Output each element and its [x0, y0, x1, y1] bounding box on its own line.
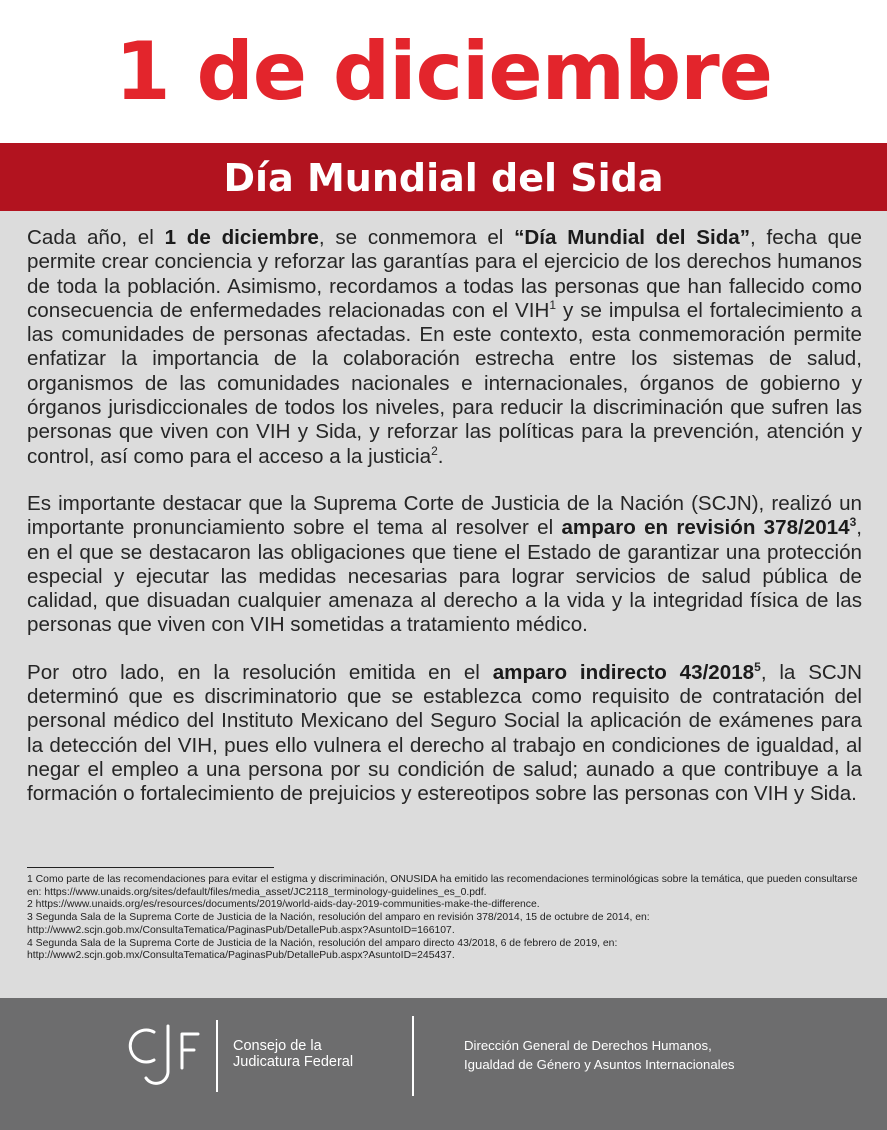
- organization-name: [233, 1038, 403, 1070]
- footnote-ref: 3: [849, 515, 857, 530]
- text-run: , en el que se destacaron las obligaciones que tiene el Estado de garantizar una protección especial y ejecutar las medidas necesarias para lograr servicios de salud pública de calidad, que disuadan cualquier amenaza al derecho a la vida y la integridad física de las personas que viven con VIH sometidas a tratamiento médico.: [27, 516, 862, 637]
- footnote-2: 2 https://www.unaids.org/es/resources/documents/2019/world-aids-day-2019-communities-make-the-difference.: [27, 899, 540, 911]
- footer-divider: [216, 1020, 218, 1092]
- body-text: [27, 226, 862, 830]
- department-name: [464, 1036, 864, 1074]
- dept-line-2: Igualdad de Género y Asuntos Internacionales: [464, 1057, 735, 1072]
- footnote-ref: 5: [754, 659, 761, 674]
- bold-run: amparo indirecto 43/2018: [492, 660, 755, 684]
- footnote-4: 4 Segunda Sala de la Suprema Corte de Justicia de la Nación, resolución del amparo directo 43/2018, 6 de febrero de 2019, en: http://www2.scjn.gob.mx/ConsultaTematica/PaginasPub/DetallePub.aspx?AsuntoID=245437.: [27, 937, 618, 962]
- text-run: .: [437, 444, 444, 468]
- text-run: Por otro lado, en la resolución emitida en el: [27, 660, 493, 684]
- dept-line-1: Dirección General de Derechos Humanos,: [464, 1038, 712, 1053]
- text-run: , se conmemora el: [318, 226, 515, 249]
- footnote-1: 1 Como parte de las recomendaciones para evitar el estigma y discriminación, ONUSIDA ha emitido las recomendaciones terminológicas sobre la temática, que pueden consultarse en: https://www.unaids.org/sites/default/files/media_asset/JC2118_terminology-guidelines_es_0.pdf.: [27, 874, 858, 898]
- bold-run: 1 de diciembre: [164, 226, 319, 249]
- footnote-3: 3 Segunda Sala de la Suprema Corte de Justicia de la Nación, resolución del amparo en revisión 378/2014, 15 de octubre de 2014, en: http://www2.scjn.gob.mx/ConsultaTematica/PaginasPub/DetallePub.aspx?AsuntoID=166107.: [27, 912, 650, 936]
- footnote-ref: 1: [549, 298, 557, 313]
- text-run: Es importante destacar que la Suprema Corte de Justicia de la Nación (SCJN), realizó un importante pronunciamiento sobre el tema al resolver el: [27, 491, 862, 540]
- footnotes: [27, 874, 867, 963]
- text-run: Cada año, el: [27, 226, 165, 249]
- footer-divider: [412, 1016, 414, 1096]
- text-run: y se impulsa el fortalecimiento a las comunidades de personas afectadas. En este contexto, esta conmemoración permite enfatizar la importancia de la colaboración estrecha entre los sistemas de salud, organismos de las comunidades nacionales e internacionales, órganos de gobierno y órganos jurisdiccionales de todos los niveles, para reducir la discriminación que sufren las personas que viven con VIH y Sida, y reforzar las políticas para la prevención, atención y control, así como para el acceso a la justicia: [27, 298, 862, 468]
- bold-run: amparo en revisión 378/2014: [561, 516, 850, 540]
- footnote-ref: 2: [431, 443, 438, 458]
- footnote-divider: [27, 867, 274, 868]
- org-line-1: Consejo de la: [233, 1038, 322, 1054]
- date-title: 1 de diciembre: [114, 25, 772, 118]
- text-run: , fecha que permite crear conciencia y reforzar las garantías para el ejercicio de los derechos humanos de toda la población. Asimismo, recordamos a todas las personas que han fallecido como consecuencia de enfermedades relacionadas con el VIH: [27, 226, 863, 322]
- text-run: , la SCJN determinó que es discriminatorio que se establezca como requisito de contratación del personal médico del Instituto Mexicano del Seguro Social la aplicación de exámenes para la detección del VIH, pues ello vulnera el derecho al trabajo en condiciones de igualdad, al negar el empleo a una persona por su condición de salud; aunado a que contribuye a la formación o fortalecimiento de prejuicios y estereotipos sobre las personas con VIH y Sida.: [27, 660, 862, 806]
- paragraph-2: [27, 492, 862, 638]
- paragraph-3: [27, 661, 862, 807]
- paragraph-1: [27, 226, 862, 469]
- cjf-logo: [124, 1020, 202, 1092]
- subtitle: Día Mundial del Sida: [223, 156, 664, 200]
- bold-run: “Día Mundial del Sida”: [514, 226, 751, 249]
- org-line-2: Judicatura Federal: [233, 1054, 354, 1070]
